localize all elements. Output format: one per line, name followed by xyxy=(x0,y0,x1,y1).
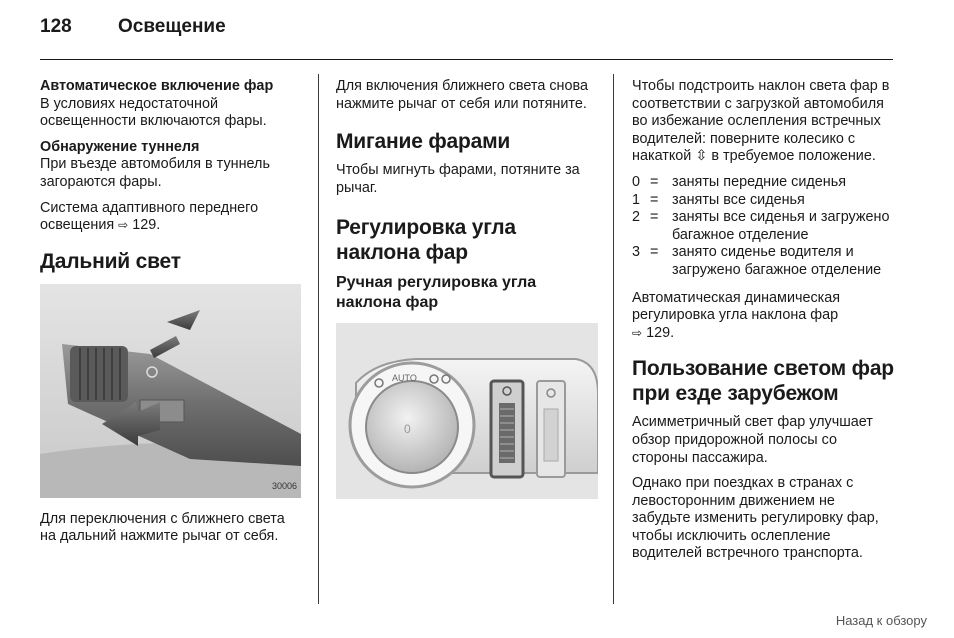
auto-lights-title: Автоматическое включение фар xyxy=(40,78,274,94)
abroad-text-2: Однако при поездках в странах с левосторонним движением не забудьте изменить регулировку фар, чтобы исключить ослепление водителей встречного транспорта. xyxy=(632,475,879,562)
list-item: 3 = занято сиденье водителя и загружено багажное отделение xyxy=(632,244,882,278)
page-header xyxy=(40,16,226,38)
abroad-text-1: Асимметричный свет фар улучшает обзор придорожной полосы со стороны пассажира. xyxy=(632,414,873,466)
page-number: 128 xyxy=(40,16,72,37)
auto-dynamic-text: Автоматическая динамическая регулировка угла наклона фар xyxy=(632,289,841,324)
back-to-overview-link[interactable]: Назад к обзору xyxy=(835,613,927,628)
load-positions-list xyxy=(632,174,894,280)
tunnel-title: Обнаружение туннеля xyxy=(40,138,200,155)
column-3 xyxy=(632,78,894,571)
adjust-paragraph xyxy=(632,78,894,166)
list-item: 2 = заняты все сиденья и загружено багажное отделение xyxy=(632,209,890,243)
abroad-heading: Пользование светом фар при езде зарубежом xyxy=(632,357,894,406)
adjust-text-a: Чтобы подстроить наклон света фар в соответствии с загрузкой автомобиля во избежание ослепления встречных водителей: поверните колесико с накаткой xyxy=(632,78,890,165)
column-2 xyxy=(336,78,598,499)
flash-text: Чтобы мигнуть фарами, потяните за рычаг. xyxy=(336,162,580,196)
light-switch-figure xyxy=(336,323,598,499)
high-beam-text: Для переключения с ближнего света на дальний нажмите рычаг от себя. xyxy=(40,510,285,545)
high-beam-heading: Дальний свет xyxy=(40,249,181,273)
switch-zero-label: 0 xyxy=(404,422,411,437)
light-switch-illustration xyxy=(336,323,598,499)
figure-code: 30006 xyxy=(271,481,297,492)
flash-heading: Мигание фарами xyxy=(336,130,511,154)
section-title: Освещение xyxy=(118,16,226,37)
page-ref-arrow-icon: ⇨ xyxy=(118,218,129,233)
auto-lights-text: В условиях недостаточной освещенности включаются фары. xyxy=(40,95,267,130)
adaptive-text: Система адаптивного переднего освещения xyxy=(40,199,259,234)
tunnel-text: При въезде автомобиля в туннель загораются фары. xyxy=(40,156,270,190)
list-item: 1 = заняты все сиденья xyxy=(632,191,805,208)
adaptive-paragraph xyxy=(40,200,302,235)
adaptive-ref-link[interactable]: 129. xyxy=(132,217,161,234)
column-1 xyxy=(40,78,302,554)
leveling-heading: Регулировка угла наклона фар xyxy=(336,216,516,265)
column-divider-2 xyxy=(613,74,614,604)
lever-illustration xyxy=(40,284,301,498)
list-item: 0 = заняты передние сиденья xyxy=(632,173,847,190)
high-beam-lever-figure xyxy=(40,284,301,498)
column-divider-1 xyxy=(318,74,319,604)
auto-dynamic-paragraph xyxy=(632,290,894,343)
tunnel-paragraph xyxy=(40,139,302,192)
auto-dynamic-ref-link[interactable]: 129. xyxy=(646,324,675,341)
header-rule xyxy=(40,59,893,60)
adjust-text-b: в требуемое положение. xyxy=(711,148,876,165)
low-beam-text: Для включения ближнего света снова нажмите рычаг от себя или потяните. xyxy=(336,78,588,112)
manual-leveling-heading: Ручная регулировка угла наклона фар xyxy=(336,274,537,312)
page-ref-arrow-icon: ⇨ xyxy=(632,325,643,340)
auto-lights-paragraph xyxy=(40,78,302,131)
thumbwheel-icon: ⇳ xyxy=(695,148,708,165)
switch-auto-label: AUTO xyxy=(392,373,417,384)
